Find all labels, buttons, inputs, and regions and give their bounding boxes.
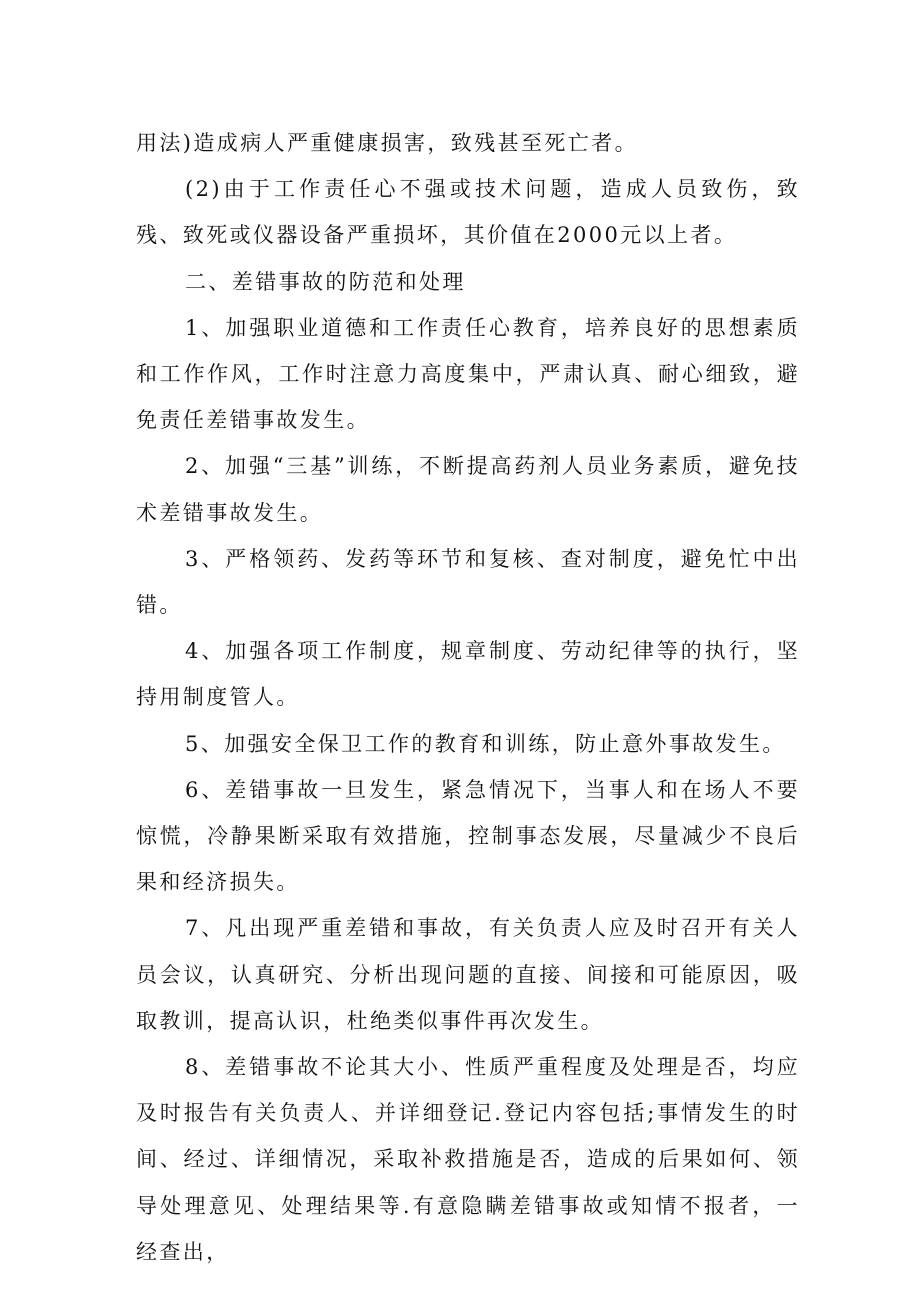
paragraph-point-5: 5、加强安全保卫工作的教育和训练，防止意外事故发生。 xyxy=(185,731,786,756)
document-body xyxy=(136,120,800,1275)
paragraph-point-7: 7、凡出现严重差错和事故，有关负责人应及时召开有关人员会议，认真研究、分析出现问题的直接、间接和可能原因，吸取教训，提高认识，杜绝类似事件再次发生。 xyxy=(136,916,800,1033)
paragraph-item-2: (2)由于工作责任心不强或技术问题，造成人员致伤，致残、致死或仪器设备严重损坏，其价值在2000元以上者。 xyxy=(136,177,800,248)
paragraph-point-3: 3、严格领药、发药等环节和复核、查对制度，避免忙中出错。 xyxy=(136,546,800,618)
paragraph-point-6: 6、差错事故一旦发生，紧急情况下，当事人和在场人不要惊慌，冷静果断采取有效措施，控制事态发展，尽量减少不良后果和经济损失。 xyxy=(136,777,800,895)
paragraph-point-4: 4、加强各项工作制度，规章制度、劳动纪律等的执行，坚持用制度管人。 xyxy=(136,639,800,710)
paragraph-continuation: 用法)造成病人严重健康损害，致残甚至死亡者。 xyxy=(136,131,638,155)
section-heading: 二、差错事故的防范和处理 xyxy=(185,269,466,294)
paragraph-point-2: 2、加强“三基”训练，不断提高药剂人员业务素质，避免技术差错事故发生。 xyxy=(136,454,800,525)
paragraph-point-1: 1、加强职业道德和工作责任心教育，培养良好的思想素质和工作作风，工作时注意力高度集中，严肃认真、耐心细致，避免责任差错事故发生。 xyxy=(136,315,800,433)
paragraph-point-8: 8、差错事故不论其大小、性质严重程度及处理是否，均应及时报告有关负责人、并详细登记.登记内容包括;事情发生的时间、经过、详细情况，采取补救措施是否，造成的后果如何、领导处理意见、处理结果等.有意隐瞒差错事故或知情不报者，一经查出， xyxy=(136,1055,800,1264)
